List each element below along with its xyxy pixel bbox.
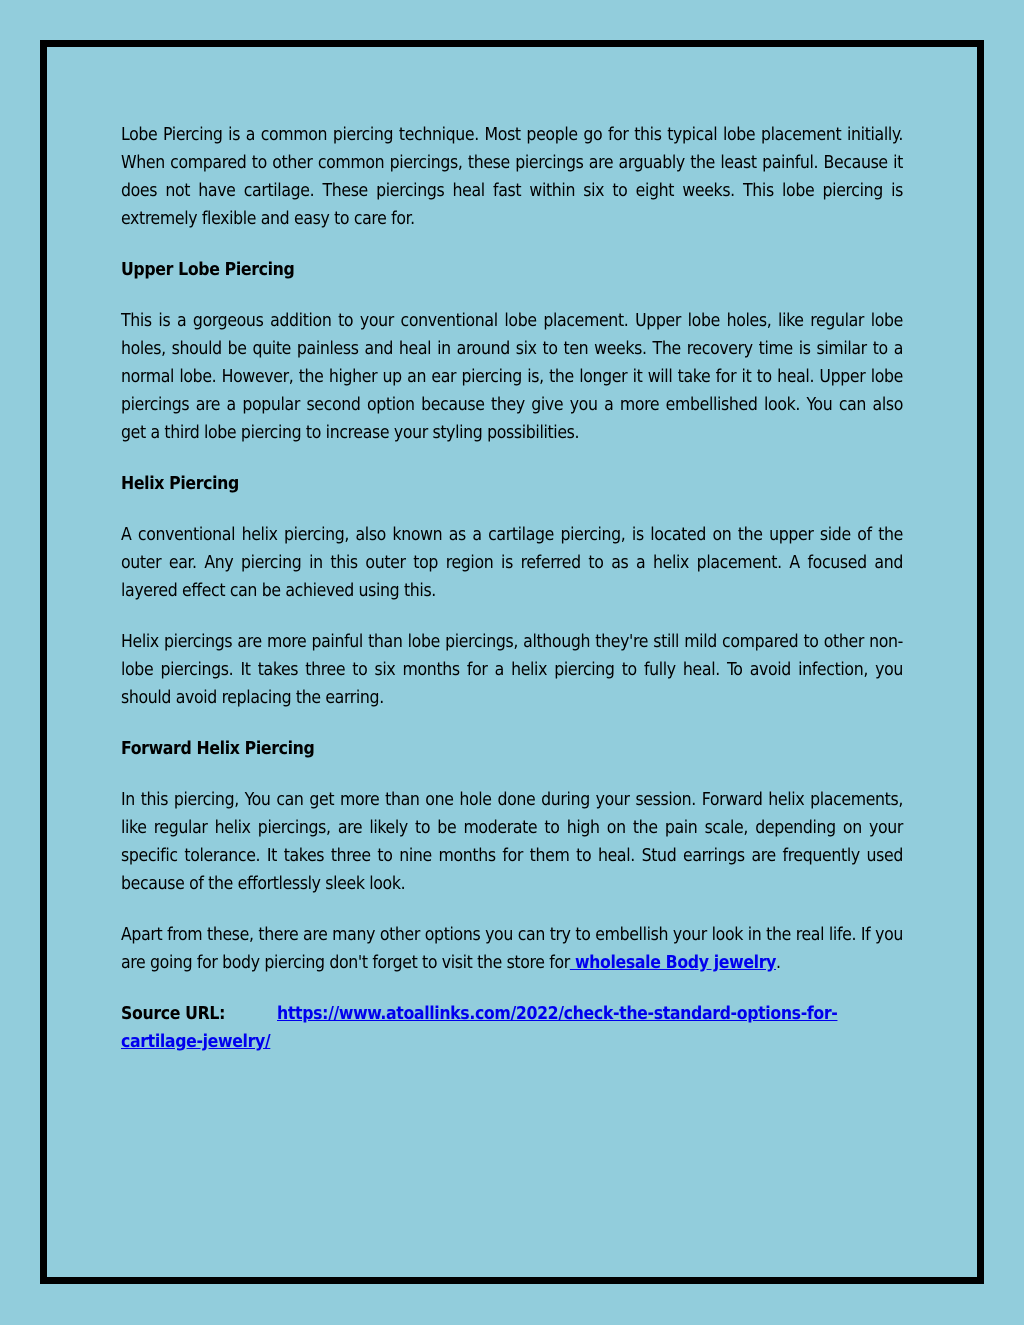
upper-lobe-paragraph: This is a gorgeous addition to your conventional lobe placement. Upper lobe holes, like regular lobe holes, should be quite painless and heal in around six to ten weeks. The recovery time is similar to a normal lobe. However, the higher up an ear piercing is, the longer it will take for it to heal. Upper lobe piercings are a popular second option because they give you a more embellished look. You can also get a third lobe piercing to increase your styling possibilities. (121, 311, 903, 443)
intro-paragraph: Lobe Piercing is a common piercing technique. Most people go for this typical lobe placement initially. When compared to other common piercings, these piercings are arguably the least painful. Because it does not have cartilage. These piercings heal fast within six to eight weeks. This lobe piercing is extremely flexible and easy to care for. (121, 125, 903, 229)
helix-paragraph-1: A conventional helix piercing, also known as a cartilage piercing, is located on the upper side of the outer ear. Any piercing in this outer top region is referred to as a helix placement. A focused and layered effect can be achieved using this. (121, 525, 903, 601)
closing-paragraph (121, 921, 903, 977)
helix-paragraph-2: Helix piercings are more painful than lobe piercings, although they're still mild compared to other non-lobe piercings. It takes three to six months for a helix piercing to fully heal. To avoid infection, you should avoid replacing the earring. (121, 632, 903, 708)
wholesale-body-jewelry-link[interactable]: wholesale Body jewelry (569, 953, 777, 973)
upper-lobe-heading: Upper Lobe Piercing (121, 260, 295, 280)
document-body (121, 121, 903, 1079)
source-label: Source URL: (121, 1004, 226, 1024)
helix-heading: Helix Piercing (121, 474, 239, 494)
forward-helix-heading: Forward Helix Piercing (121, 739, 315, 759)
source-url-link[interactable]: https://www.atoallinks.com/2022/check-the-standard-options-for-cartilage-jewelry/ (121, 1004, 838, 1052)
source-line (121, 1000, 903, 1056)
closing-period: . (776, 953, 781, 973)
closing-text: Apart from these, there are many other options you can try to embellish your look in the real life. If you are going for body piercing don't forget to visit the store for (121, 925, 903, 973)
forward-helix-paragraph: In this piercing, You can get more than one hole done during your session. Forward helix placements, like regular helix piercings, are likely to be moderate to high on the pain scale, depending on your specific tolerance. It takes three to nine months for them to heal. Stud earrings are frequently used because of the effortlessly sleek look. (121, 790, 903, 894)
